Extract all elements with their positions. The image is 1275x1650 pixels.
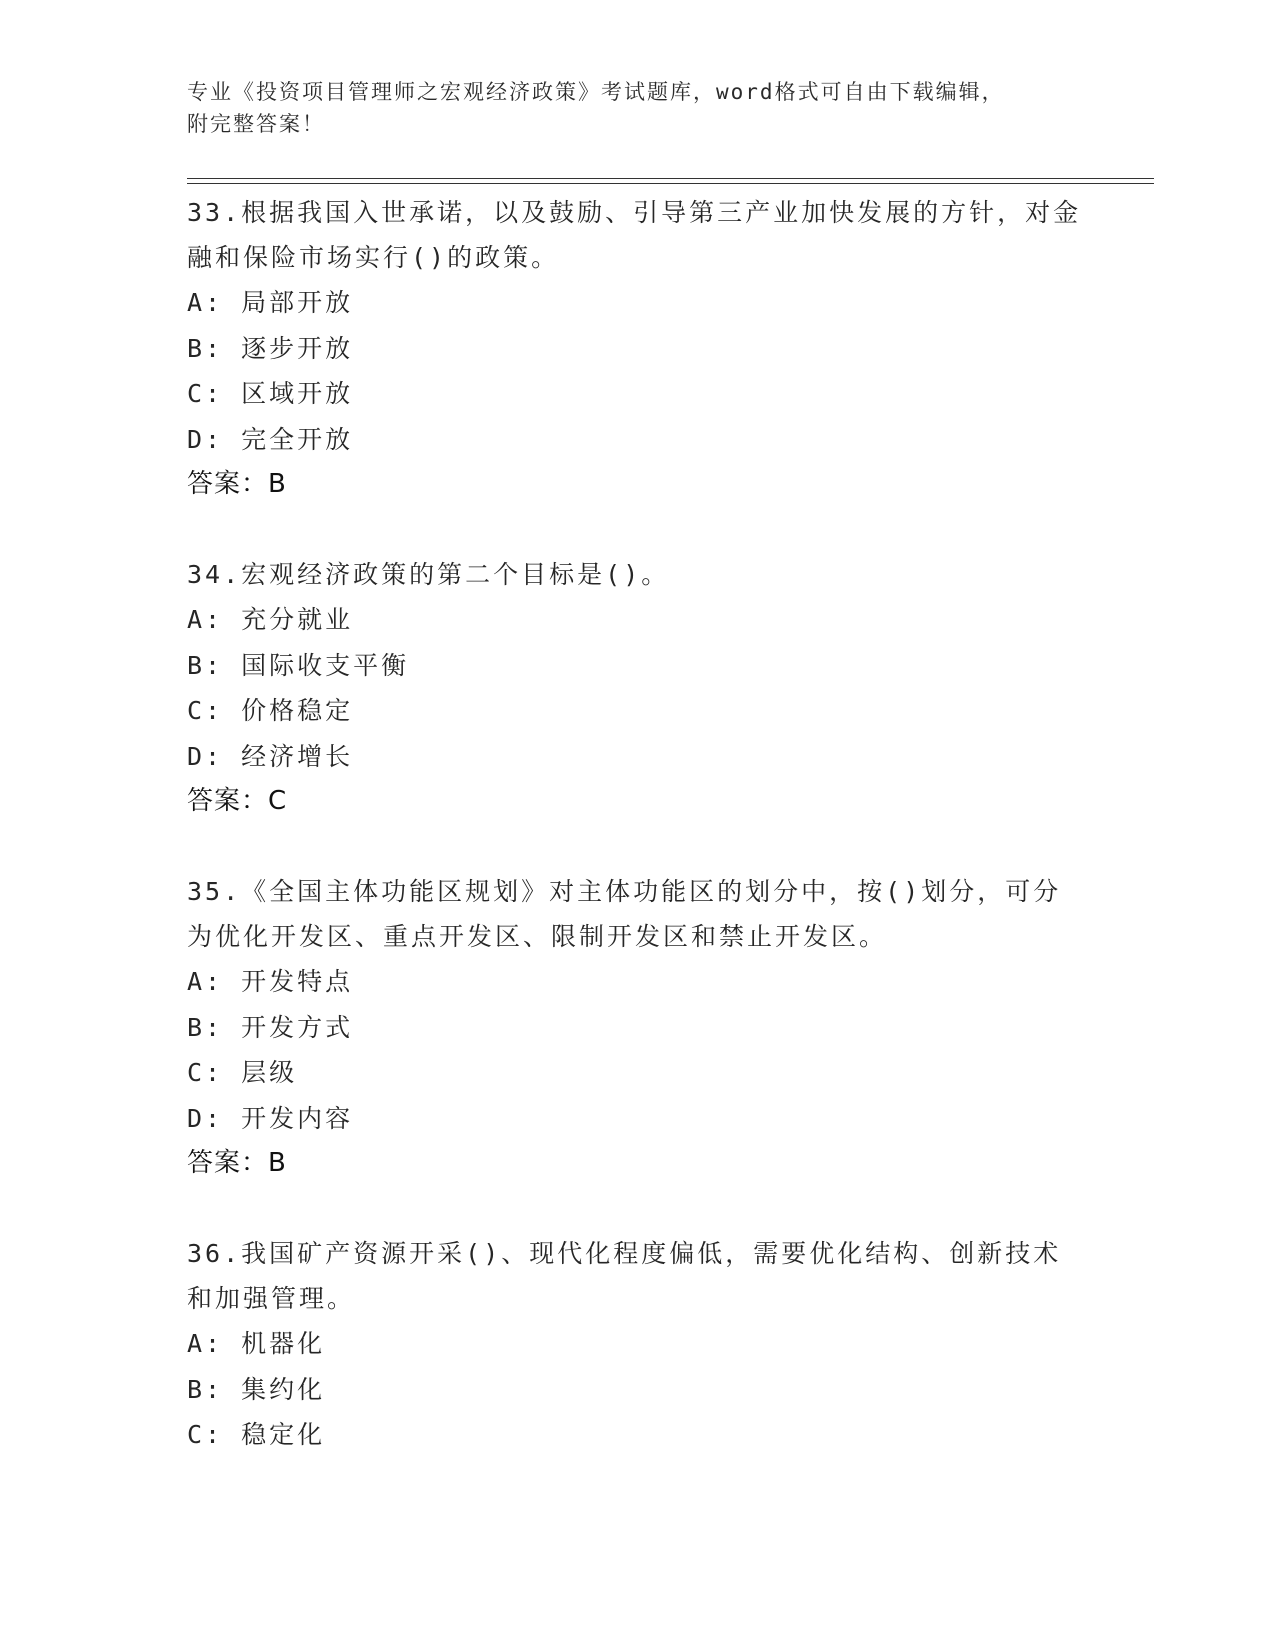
answer-line: 答案：B <box>187 469 287 499</box>
question-35 <box>187 869 1087 1185</box>
option-a: A: 机器化 <box>187 1329 326 1358</box>
option-b: B: 开发方式 <box>187 1012 354 1042</box>
option-b: B: 逐步开放 <box>187 333 354 363</box>
question-34 <box>187 552 1087 823</box>
question-36 <box>187 1231 1087 1458</box>
question-text: 33.根据我国入世承诺，以及鼓励、引导第三产业加快发展的方针，对金融和保险市场实行()的政策。 <box>187 198 1082 272</box>
option-b: B: 集约化 <box>187 1374 326 1404</box>
question-list <box>187 190 1087 1504</box>
header-divider-top <box>187 178 1154 179</box>
option-d: D: 经济增长 <box>187 741 354 771</box>
option-a: A: 局部开放 <box>187 288 354 317</box>
document-header <box>187 76 1067 140</box>
option-c: C: 层级 <box>187 1058 298 1087</box>
option-c: C: 区域开放 <box>187 379 354 408</box>
option-d: D: 开发内容 <box>187 1103 354 1133</box>
question-text: 36.我国矿产资源开采()、现代化程度偏低，需要优化结构、创新技术和加强管理。 <box>187 1239 1062 1313</box>
header-line-1: 专业《投资项目管理师之宏观经济政策》考试题库，word格式可自由下载编辑， <box>187 80 1005 104</box>
option-c: C: 稳定化 <box>187 1420 326 1449</box>
option-a: A: 开发特点 <box>187 967 354 996</box>
answer-line: 答案：C <box>187 786 288 816</box>
option-c: C: 价格稳定 <box>187 696 354 725</box>
option-d: D: 完全开放 <box>187 424 354 454</box>
question-33 <box>187 190 1087 506</box>
question-text: 34.宏观经济政策的第二个目标是()。 <box>187 560 670 589</box>
option-b: B: 国际收支平衡 <box>187 650 410 680</box>
question-text: 35.《全国主体功能区规划》对主体功能区的划分中，按()划分，可分为优化开发区、重点开发区、限制开发区和禁止开发区。 <box>187 877 1062 951</box>
header-divider-bottom <box>187 183 1154 184</box>
option-a: A: 充分就业 <box>187 605 354 634</box>
answer-line: 答案：B <box>187 1148 287 1178</box>
header-line-2: 附完整答案！ <box>187 112 325 136</box>
